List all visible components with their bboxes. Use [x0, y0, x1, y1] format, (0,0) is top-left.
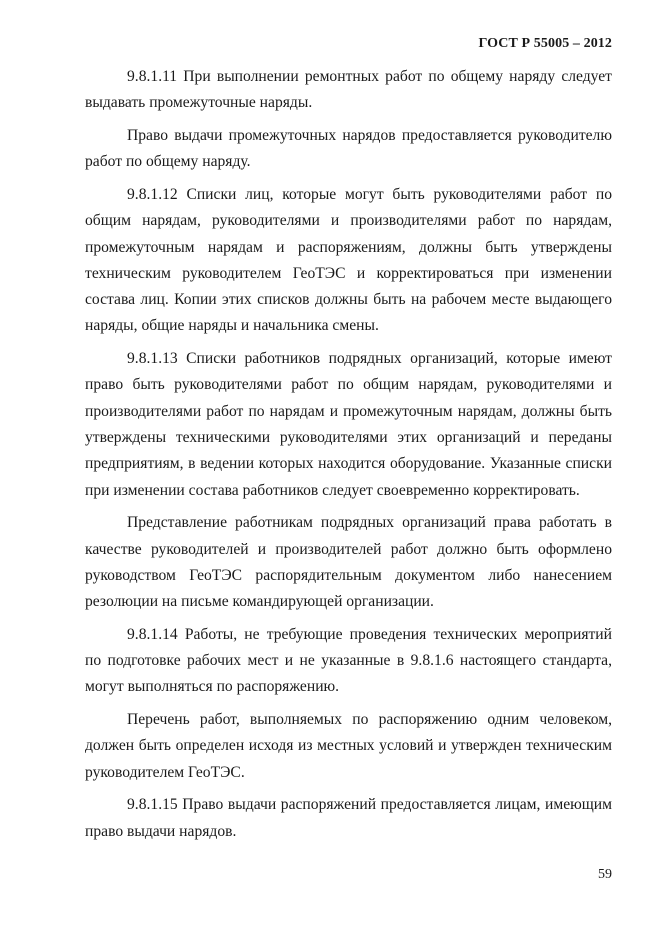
- paragraph-9-8-1-13: 9.8.1.13 Списки работников подрядных организаций, которые имеют право быть руководителями работ по общим нарядам, руководителями и производителями работ по нарядам и промежуточным нарядам, должны быть утверждены техническими руководителями этих организаций и переданы предприятиям, в ведении которых находится оборудование. Указанные списки при изменении состава работников следует своевременно корректировать.: [85, 350, 612, 499]
- paragraph-9-8-1-15: 9.8.1.15 Право выдачи распоряжений предоставляется лицам, имеющим право выдачи нарядов.: [85, 796, 612, 840]
- paragraph-9-8-1-12: 9.8.1.12 Списки лиц, которые могут быть руководителями работ по общим нарядам, руководителями и производителями работ по нарядам, промежуточным нарядам и распоряжениям, должны быть утверждены техническим руководителем ГеоТЭС и корректироваться при изменении состава лиц. Копии этих списков должны быть на рабочем месте выдающего наряды, общие наряды и начальника смены.: [85, 185, 612, 335]
- page-number: 59: [598, 867, 612, 882]
- paragraph-9-8-1-14: 9.8.1.14 Работы, не требующие проведения технических мероприятий по подготовке рабочих мест и не указанные в 9.8.1.6 настоящего стандарта, могут выполняться по распоряжению.: [85, 625, 612, 696]
- document-code: ГОСТ Р 55005 – 2012: [478, 36, 612, 51]
- document-body: [85, 64, 612, 851]
- paragraph-contractor-rights: Представление работникам подрядных организаций права работать в качестве руководителей и производителей работ должно быть оформлено руководством ГеоТЭС распорядительным документом либо нанесением резолюции на письме командирующей организации.: [85, 514, 612, 611]
- paragraph-work-list: Перечень работ, выполняемых по распоряжению одним человеком, должен быть определен исходя из местных условий и утвержден техническим руководителем ГеоТЭС.: [85, 711, 612, 781]
- document-header: [478, 36, 612, 52]
- paragraph-intermediate-orders-right: Право выдачи промежуточных нарядов предоставляется руководителю работ по общему наряду.: [85, 126, 612, 171]
- paragraph-9-8-1-11: 9.8.1.11 При выполнении ремонтных работ по общему наряду следует выдавать промежуточные наряды.: [85, 68, 612, 112]
